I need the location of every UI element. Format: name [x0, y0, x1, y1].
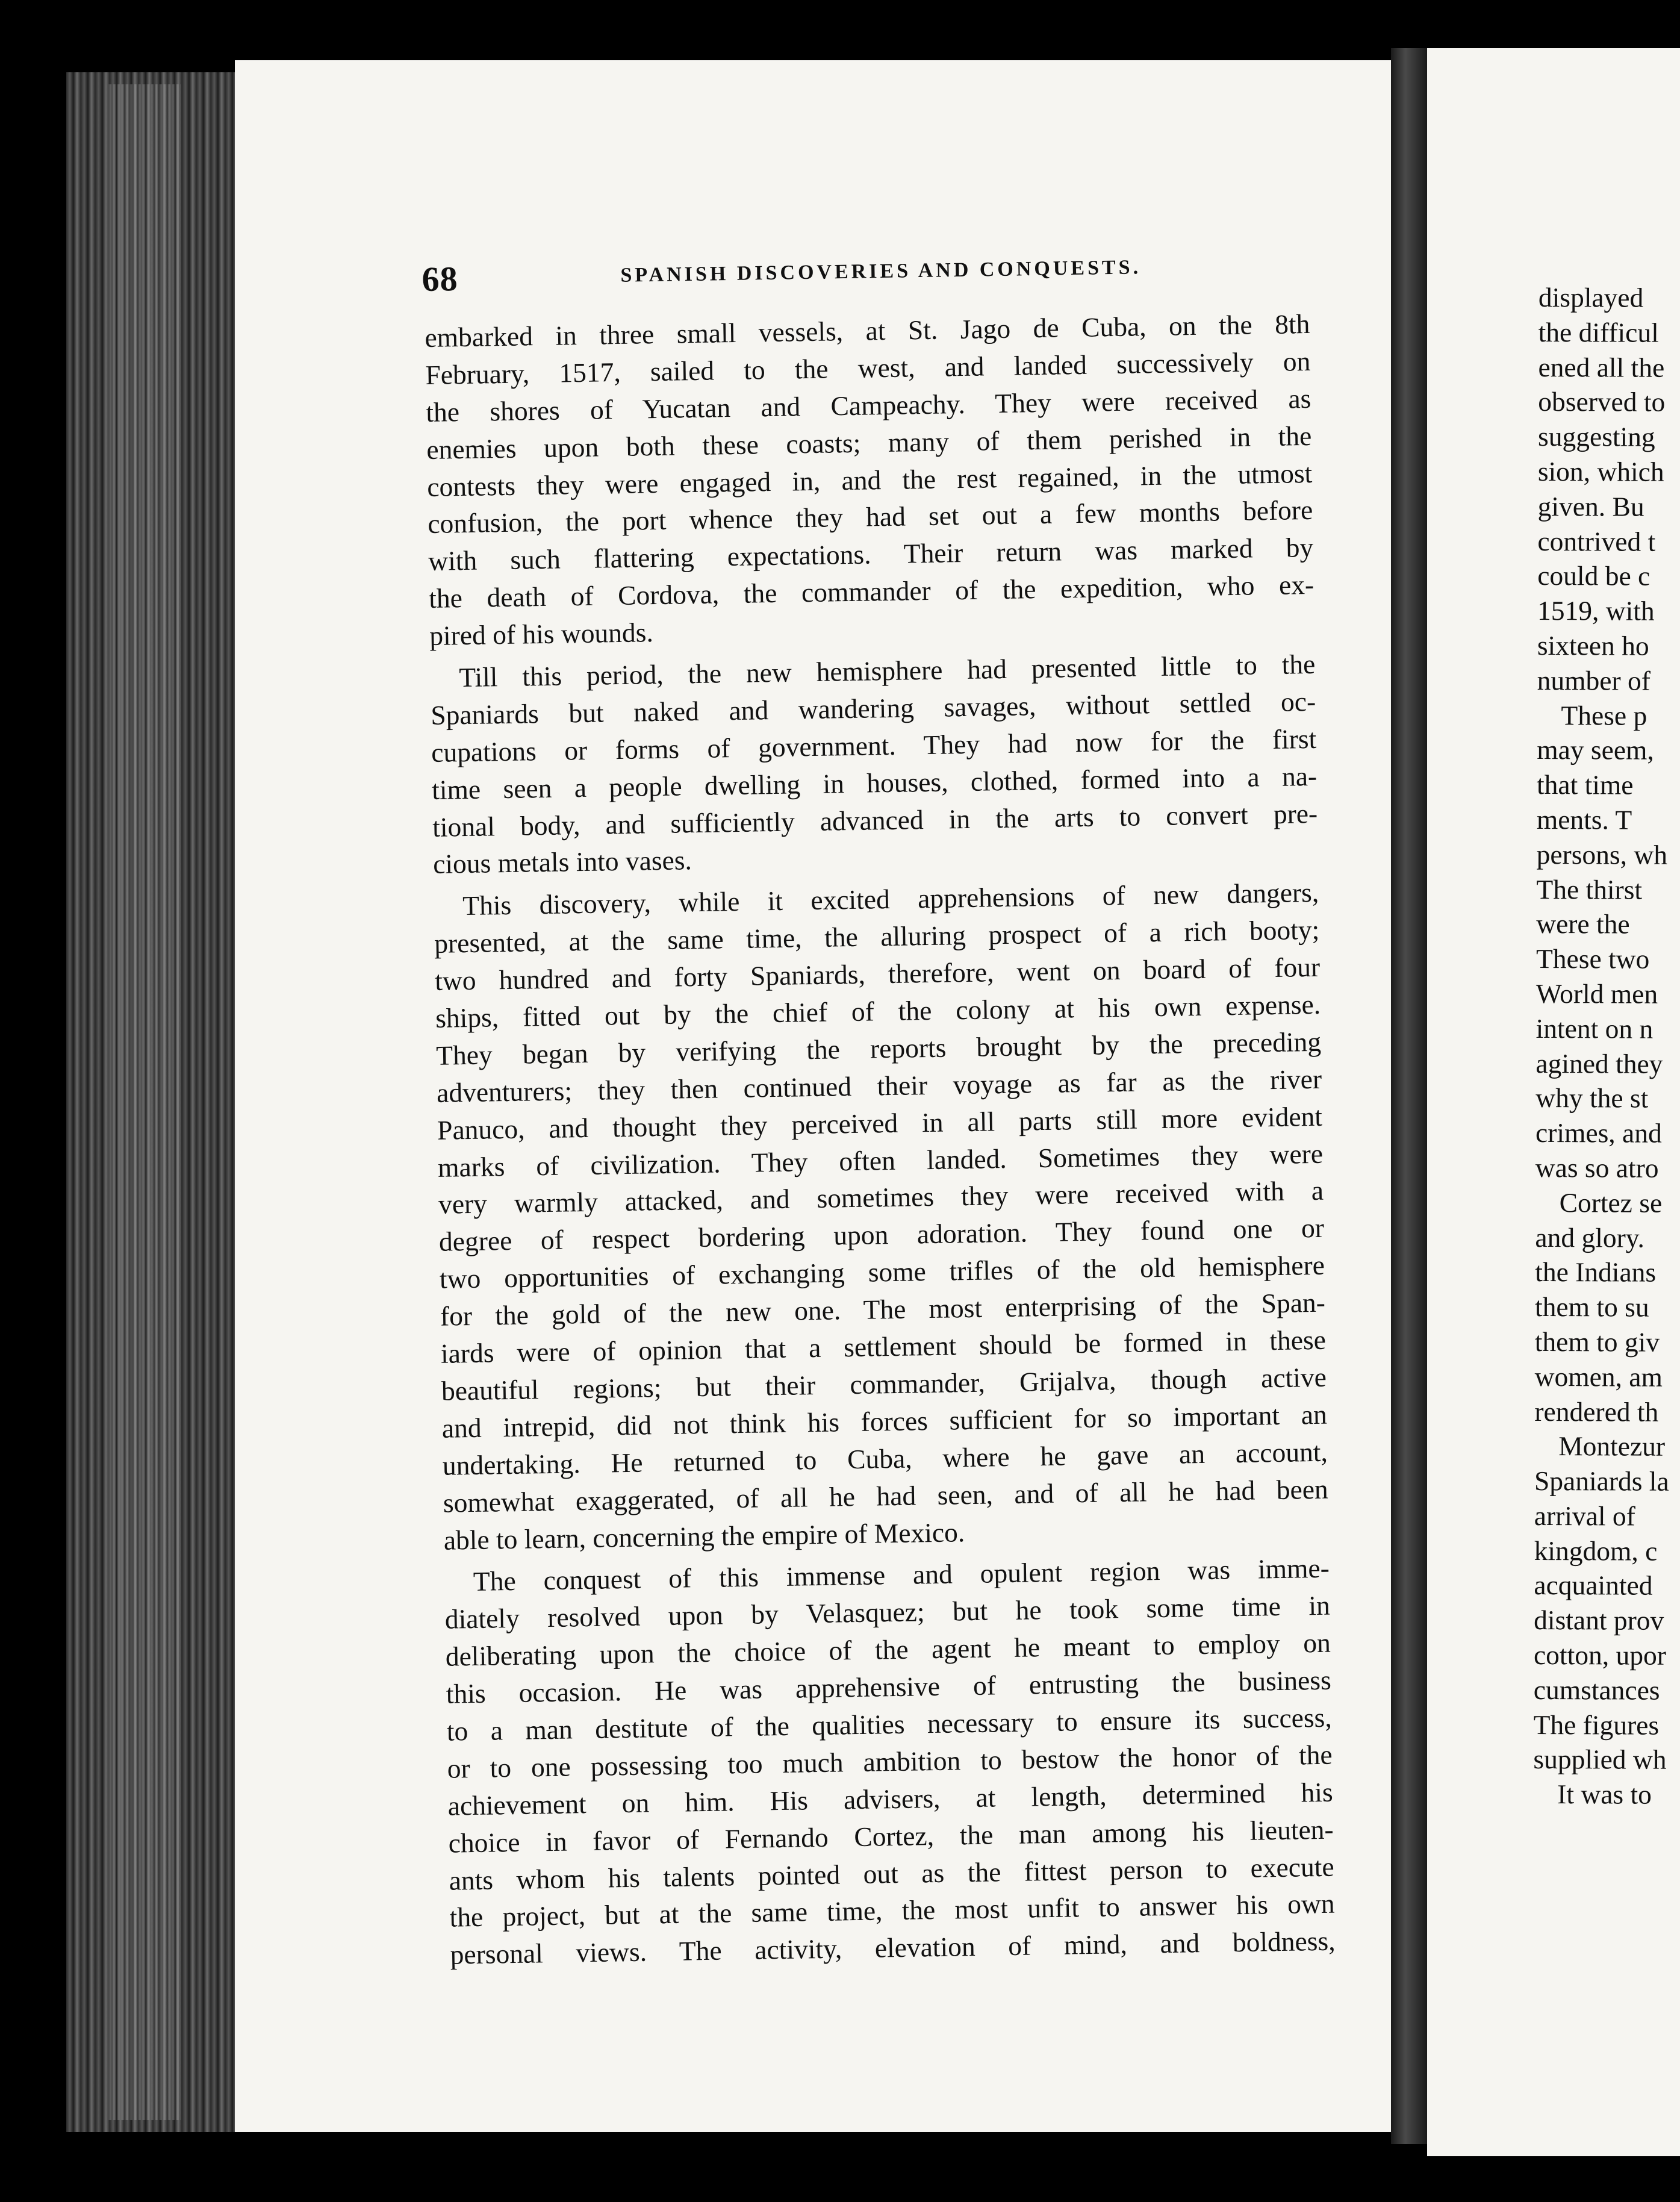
text-line: women, am [1534, 1361, 1663, 1393]
text-line: that time [1536, 769, 1634, 800]
text-line: Montezur [1558, 1430, 1666, 1462]
text-line: them to giv [1534, 1326, 1660, 1358]
text-line: degree of respect bordering upon adoration. They found one or [438, 1212, 1325, 1258]
text-line: confusion, the port whence they had set out a few months before [427, 494, 1313, 540]
text-line: World men [1535, 978, 1658, 1009]
text-line: enemies upon both these coasts; many of them perished in the [426, 420, 1312, 465]
text-line: They began by verifying the reports brought by the preceding [435, 1026, 1322, 1071]
text-line: presented, at the same time, the alluring prospect of a rich booty; [434, 914, 1320, 959]
text-line: were the [1536, 908, 1630, 940]
text-line: somewhat exaggerated, of all he had seen, and of all he had been [443, 1473, 1329, 1518]
text-line: the project, but at the same time, the most unfit to answer his own [449, 1888, 1335, 1933]
text-line: two opportunities of exchanging some trifles of the old hemisphere [439, 1249, 1325, 1295]
text-line: Spaniards la [1534, 1465, 1669, 1497]
text-line: intent on n [1535, 1012, 1654, 1044]
text-line: and glory. [1535, 1221, 1645, 1253]
text-line: with such flattering expectations. Their return was marked by [428, 532, 1314, 577]
text-line: beautiful regions; but their commander, Grijalva, though active [441, 1361, 1327, 1406]
text-line: the death of Cordova, the commander of the expedition, who ex- [428, 569, 1314, 614]
text-line: Panuco, and thought they perceived in all parts still more evident [437, 1100, 1323, 1146]
text-line: acquainted [1534, 1570, 1653, 1602]
text-line: suggesting [1538, 421, 1655, 452]
text-line: agined they [1535, 1047, 1663, 1079]
text-line: kingdom, c [1534, 1535, 1658, 1567]
text-line: diately resolved upon by Velasquez; but he took some time in [444, 1589, 1331, 1635]
text-line: achievement on him. His advisers, at length, determined his [447, 1776, 1333, 1821]
text-line: adventurers; they then continued their voyage as far as the river [436, 1063, 1322, 1108]
text-line: pired of his wounds. [429, 617, 654, 652]
text-line: personal views. The activity, elevation of mind, and boldness, [450, 1925, 1336, 1970]
text-line: arrival of [1534, 1500, 1635, 1532]
text-line: choice in favor of Fernando Cortez, the man among his lieuten- [448, 1814, 1334, 1859]
running-title: SPANISH DISCOVERIES AND CONQUESTS. [620, 256, 1142, 287]
text-line: distant prov [1534, 1605, 1664, 1636]
page-number: 68 [422, 259, 459, 299]
text-line: tional body, and sufficiently advanced in the arts to convert pre- [432, 797, 1318, 843]
text-line: contrived t [1537, 525, 1656, 557]
text-line: embarked in three small vessels, at St. Jago de Cuba, on the 8th [425, 308, 1310, 353]
text-line: and intrepid, did not think his forces sufficient for so important an [441, 1399, 1328, 1444]
text-line: 1519, with [1537, 595, 1655, 626]
text-line: contests they were engaged in, and the rest regained, in the utmost [426, 457, 1313, 502]
text-line: ants whom his talents pointed out as the fittest person to execute [449, 1851, 1334, 1896]
text-line: crimes, and [1535, 1117, 1662, 1149]
text-line: rendered th [1534, 1396, 1659, 1427]
text-line: why the st [1535, 1082, 1649, 1114]
text-line: very warmly attacked, and sometimes they were received with a [438, 1175, 1324, 1220]
text-line: persons, wh [1536, 838, 1668, 870]
text-line: the shores of Yucatan and Campeachy. They were received as [426, 382, 1311, 428]
text-line: cotton, upor [1533, 1639, 1667, 1671]
book-gutter [1391, 48, 1427, 2144]
text-line: These p [1561, 699, 1647, 731]
page-edge-highlight [108, 84, 181, 2120]
text-line: for the gold of the new one. The most enterprising of the Span- [440, 1287, 1326, 1332]
text-line: deliberating upon the choice of the agent he meant to employ on [445, 1627, 1331, 1672]
text-line: this occasion. He was apprehensive of entrusting the business [446, 1664, 1332, 1709]
text-line: The thirst [1536, 873, 1643, 905]
text-line: given. Bu [1537, 490, 1644, 522]
text-line: ened all the [1538, 351, 1665, 383]
text-line: could be c [1537, 560, 1650, 592]
text-line: able to learn, concerning the empire of Mexico. [443, 1516, 965, 1556]
text-line: cious metals into vases. [432, 844, 692, 880]
text-line: the Indians [1535, 1256, 1657, 1288]
text-line: supplied wh [1533, 1744, 1667, 1776]
text-line: ments. T [1536, 803, 1632, 835]
text-line: Cortez se [1559, 1187, 1663, 1218]
text-line: observed to [1538, 386, 1666, 418]
text-line: time seen a people dwelling in houses, clothed, formed into a na- [431, 760, 1318, 805]
text-line: marks of civilization. They often landed. Sometimes they were [437, 1138, 1324, 1183]
text-line: February, 1517, sailed to the west, and landed successively on [425, 345, 1311, 390]
text-line: to a man destitute of the qualities necessary to ensure its success, [446, 1701, 1333, 1747]
right-page-text [1533, 280, 1680, 1813]
text-line: sixteen ho [1537, 629, 1649, 661]
text-line: displayed [1538, 281, 1644, 313]
text-line: It was to [1557, 1779, 1652, 1810]
text-line: may seem, [1537, 734, 1654, 766]
text-line: the difficul [1538, 316, 1659, 348]
text-line: undertaking. He returned to Cuba, where he gave an account, [442, 1436, 1328, 1481]
text-line: The figures [1533, 1709, 1660, 1741]
text-line: This discovery, while it excited apprehensions of new dangers, [462, 877, 1319, 922]
text-line: them to su [1534, 1291, 1649, 1323]
text-line: two hundred and forty Spaniards, therefore, went on board of four [434, 951, 1321, 997]
text-line: sion, which [1537, 455, 1664, 487]
text-line: Till this period, the new hemisphere had presented little to the [458, 648, 1316, 693]
text-line: These two [1535, 943, 1650, 975]
text-line: ships, fitted out by the chief of the colony at his own expense. [435, 988, 1321, 1034]
text-line: cumstances [1533, 1674, 1660, 1706]
text-line: iards were of opinion that a settlement should be formed in these [440, 1324, 1327, 1369]
text-line: Spaniards but naked and wandering savages, without settled oc- [430, 685, 1316, 731]
text-line: was so atro [1535, 1152, 1659, 1184]
text-line: or to one possessing too much ambition to bestow the honor of the [447, 1739, 1333, 1784]
text-line: The conquest of this immense and opulent region was imme- [473, 1553, 1330, 1597]
text-line: cupations or forms of government. They had now for the first [431, 723, 1317, 768]
left-page-text [425, 305, 1336, 1974]
text-line: number of [1537, 664, 1651, 696]
